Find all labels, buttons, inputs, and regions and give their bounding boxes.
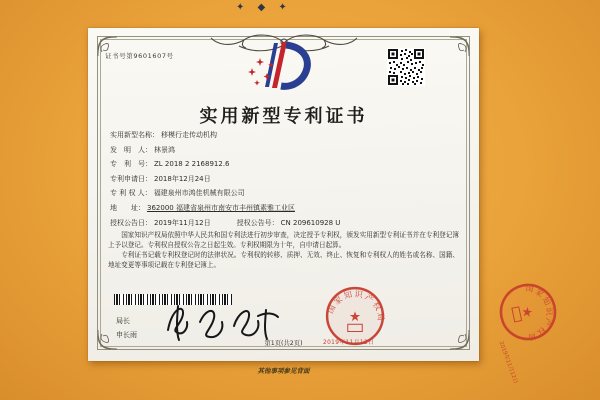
field-inventor: 发 明 人： 林景鸿	[110, 145, 175, 154]
certificate-number: 证书号第9601607号	[105, 52, 174, 60]
field-address: 地 址： 362000 福建省泉州市南安市丰州镇素雅工业区	[110, 203, 295, 212]
field-filing-date: 专利申请日： 2018年12月24日	[110, 174, 211, 183]
side-seal-date: 2019年11月12日	[497, 340, 519, 385]
other-matters-caption: 其他事项参见背面	[257, 367, 310, 375]
patent-certificate-page	[88, 28, 479, 361]
cnipa-logo-icon	[242, 40, 322, 92]
seal-star-icon: ★	[517, 305, 536, 320]
seal-agency-text: 国家知识产权局	[524, 283, 554, 343]
certificate-title: 实用新型专利证书	[199, 106, 368, 127]
background-star-decoration-icon: ✦ ◆ ✦	[236, 2, 292, 13]
legal-statement	[108, 231, 459, 270]
seal-date: 2019年11月12日	[323, 340, 375, 346]
field-patent-number: 专 利 号： ZL 2018 2 2168912.6	[110, 160, 230, 169]
corner-flourish-icon	[449, 35, 471, 57]
legal-paragraph-2: 专利证书记载专利权登记时的法律状况。专利权的转移、质押、无效、终止、恢复和专利权人的姓名或名称、国籍、地址变更等事项记载在专利登记簿上。	[108, 251, 459, 269]
qr-code-icon	[387, 48, 425, 86]
page-number: 第1页(共2页)	[264, 340, 303, 347]
signer-printed-name: 申长雨	[116, 331, 137, 339]
signer-title: 局长	[116, 317, 130, 325]
side-official-seal	[492, 276, 563, 347]
legal-paragraph-1: 国家知识产权局依照中华人民共和国专利法进行初步审查，决定授予专利权，颁发实用新型专利证书并在专利登记簿上予以登记。专利权自授权公告之日起生效。专利权期限为十年，自申请日起算。	[108, 231, 459, 249]
seal-star-icon: ★	[348, 310, 362, 326]
field-grant-announcement: 授权公告日： 2019年11月12日 授权公告号： CN 209610928 U	[110, 218, 341, 227]
field-patentee: 专 利 权 人： 福建泉州市鸿佳机械有限公司	[110, 189, 245, 198]
certificate-fields	[110, 132, 461, 234]
seal-agency-text: 国家知识产权局	[324, 288, 386, 323]
field-utility-model-name: 实用新型名称： 移模行走传动机构	[110, 131, 217, 139]
